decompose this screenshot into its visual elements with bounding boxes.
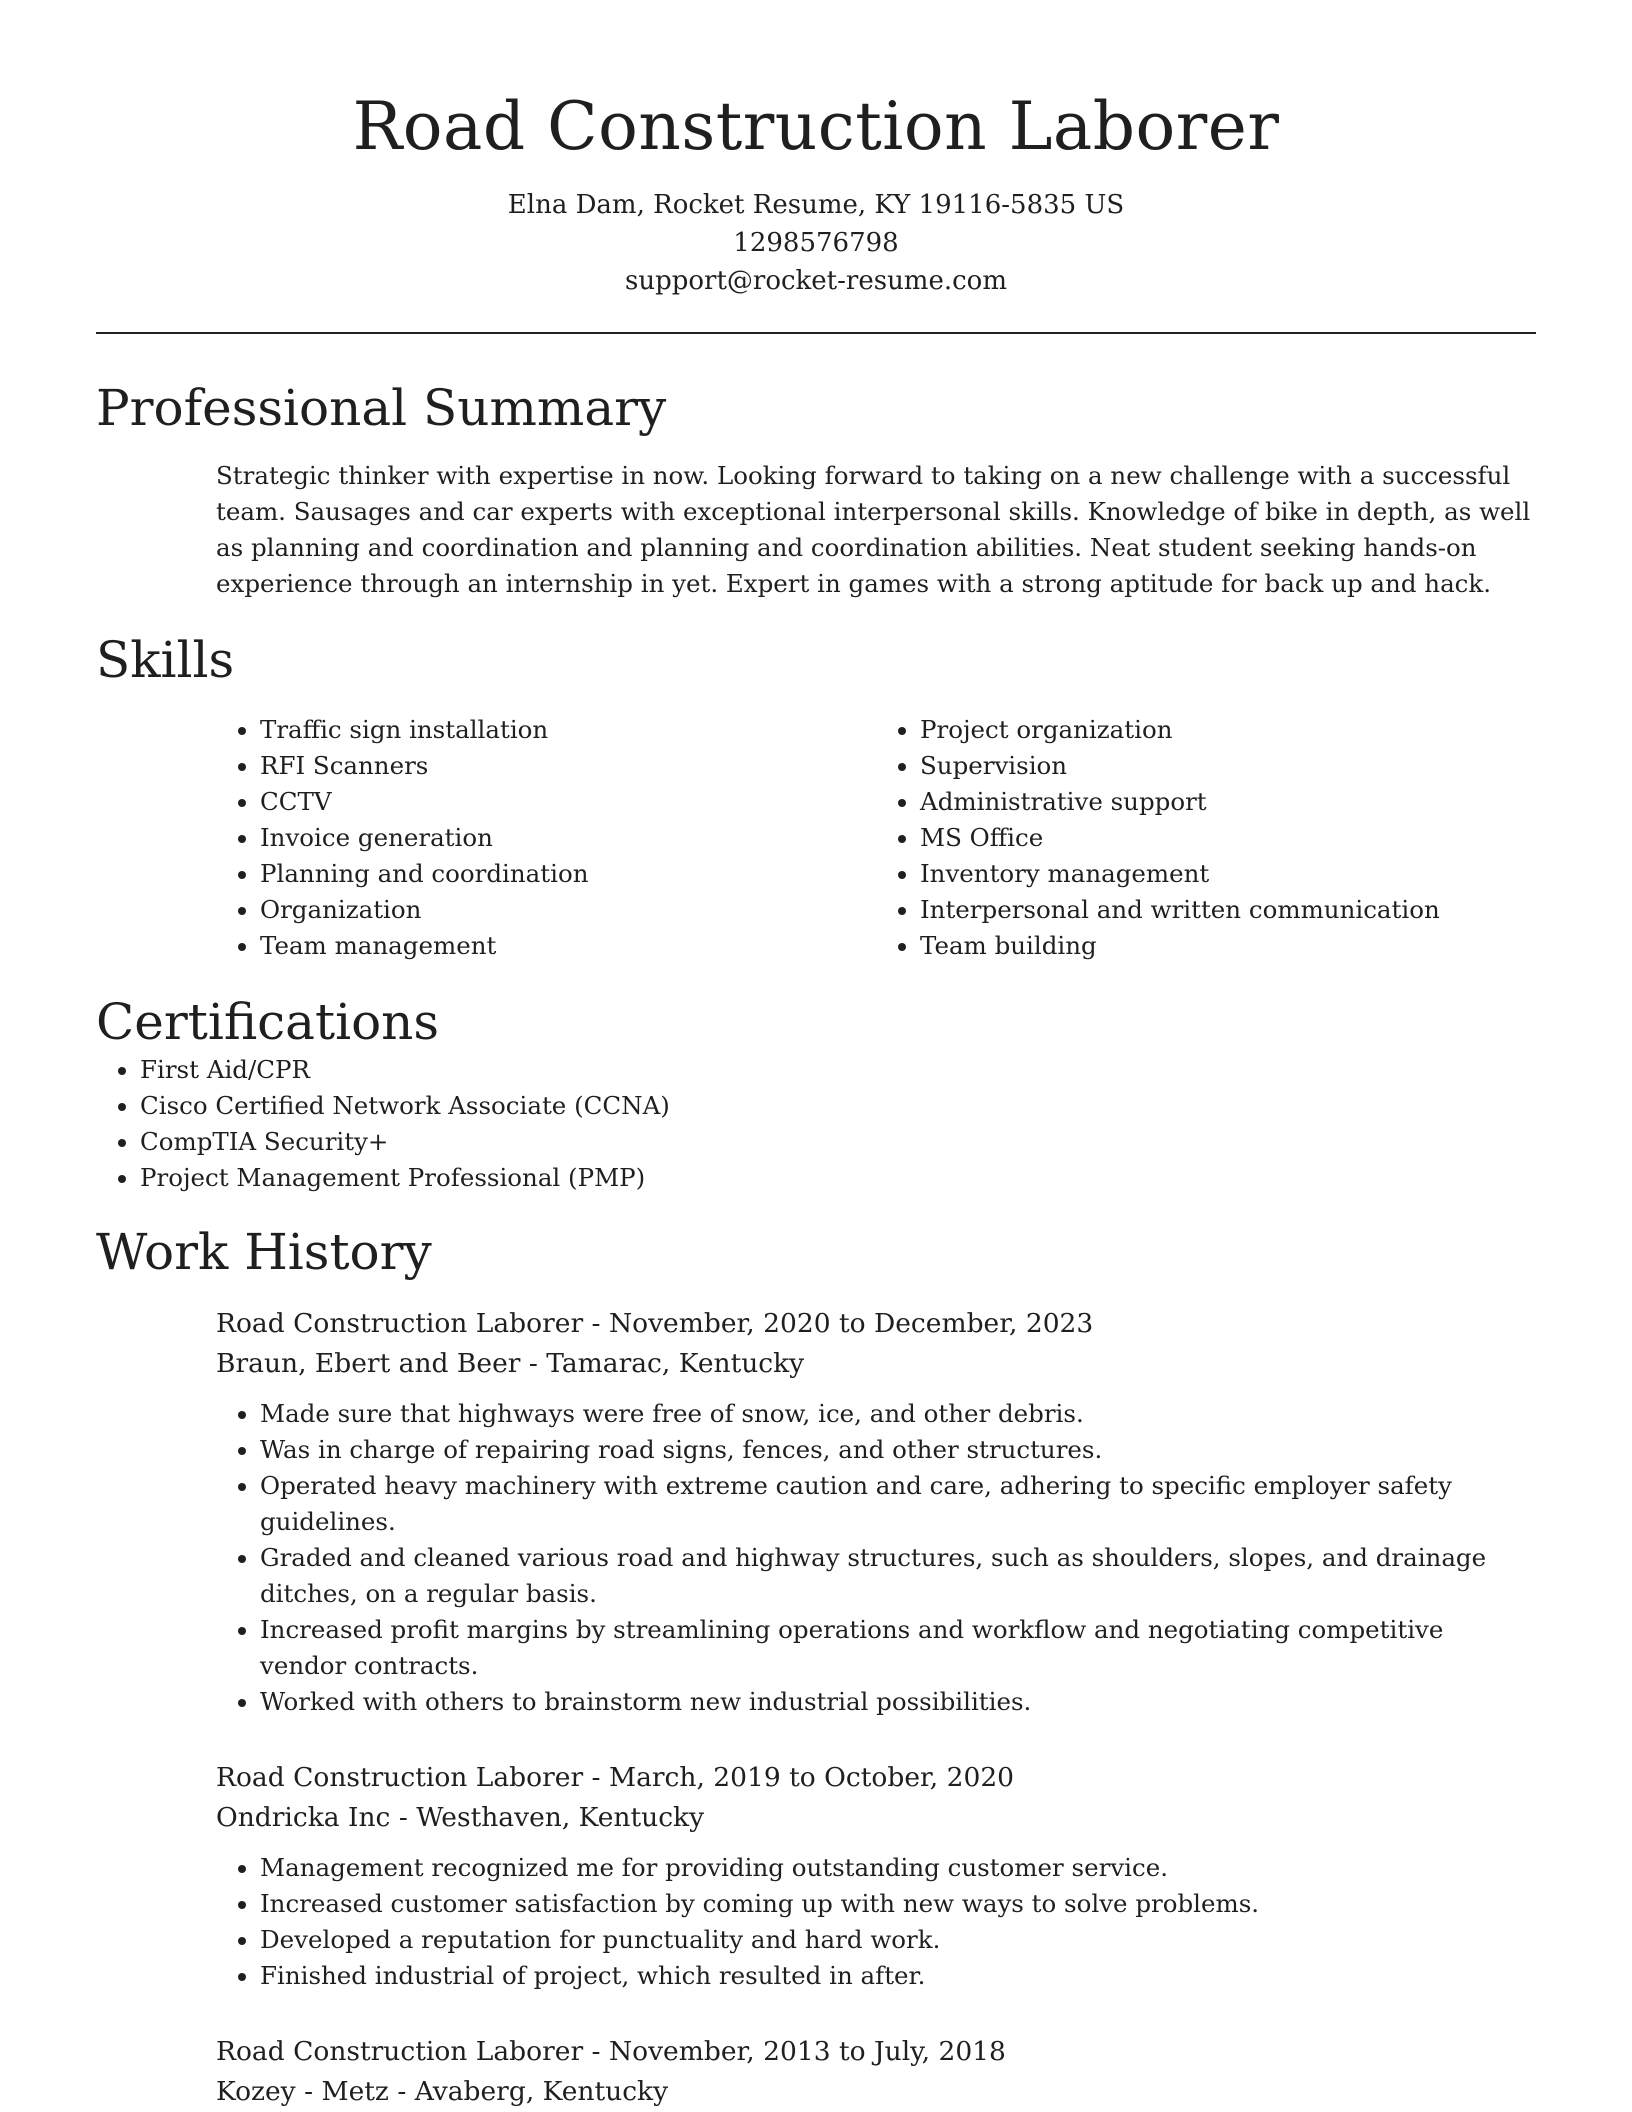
- skill-item: • Inventory management: [920, 856, 1536, 892]
- job-bullets: [216, 1396, 1536, 1720]
- job-title-line: Road Construction Laborer - March, 2019 to October, 2020: [216, 1762, 1015, 1793]
- skills-section: [96, 630, 1536, 964]
- job-bullet: • Operated heavy machinery with extreme caution and care, adhering to specific employer safety guidelines.: [260, 1468, 1536, 1540]
- job-bullet: • Worked with others to brainstorm new industrial possibilities.: [260, 1684, 1536, 1720]
- skills-columns: [216, 712, 1536, 964]
- skill-item: • RFI Scanners: [260, 748, 876, 784]
- skill-item: • Organization: [260, 892, 876, 928]
- job-title: Road Construction Laborer: [216, 1762, 584, 1793]
- job-company: Ondricka Inc: [216, 1802, 391, 1833]
- job-company-line: Kozey - Metz - Avaberg, Kentucky: [216, 2076, 669, 2107]
- summary-heading: Professional Summary: [96, 379, 667, 437]
- certification-item: • First Aid/CPR: [140, 1052, 1536, 1088]
- job-company-line: Ondricka Inc - Westhaven, Kentucky: [216, 1802, 705, 1833]
- certification-item: • Project Management Professional (PMP): [140, 1160, 1536, 1196]
- skill-item: • Interpersonal and written communication: [920, 892, 1536, 928]
- job-bullet: • Graded and cleaned various road and highway structures, such as shoulders, slopes, and drainage ditches, on a regular basis.: [260, 1540, 1536, 1612]
- certifications-section: [96, 992, 1536, 1196]
- job-bullets: [216, 1850, 1536, 1994]
- job-dates: March, 2019 to October, 2020: [608, 1762, 1015, 1793]
- skill-item: • Invoice generation: [260, 820, 876, 856]
- job-dates: November, 2020 to December, 2023: [608, 1308, 1094, 1339]
- job-location: Westhaven, Kentucky: [416, 1802, 705, 1833]
- skill-item: • Supervision: [920, 748, 1536, 784]
- job-bullet: • Finished industrial of project, which resulted in after.: [260, 1958, 1536, 1994]
- contact-email[interactable]: support@rocket-resume.com: [624, 266, 1007, 296]
- summary-section: [96, 378, 1536, 602]
- job-entry: [216, 2032, 1536, 2112]
- skill-item: • MS Office: [920, 820, 1536, 856]
- job-company: Braun, Ebert and Beer: [216, 1348, 521, 1379]
- job-bullet: • Increased customer satisfaction by coming up with new ways to solve problems.: [260, 1886, 1536, 1922]
- contact-address: Elna Dam, Rocket Resume, KY 19116-5835 US: [507, 190, 1125, 220]
- contact-block: [96, 186, 1536, 300]
- skill-item: • Project organization: [920, 712, 1536, 748]
- skill-item: • Team building: [920, 928, 1536, 964]
- job-location: Tamarac, Kentucky: [546, 1348, 805, 1379]
- job-title: Road Construction Laborer: [216, 1308, 584, 1339]
- job-bullet: • Was in charge of repairing road signs, fences, and other structures.: [260, 1432, 1536, 1468]
- contact-phone: 1298576798: [733, 228, 899, 258]
- skill-item: • CCTV: [260, 784, 876, 820]
- job-location: Avaberg, Kentucky: [414, 2076, 669, 2107]
- job-title-line: Road Construction Laborer - November, 2013 to July, 2018: [216, 2036, 1006, 2067]
- header-divider: [96, 332, 1536, 334]
- job-entry: [216, 1758, 1536, 1994]
- skills-list-right: [876, 712, 1536, 964]
- certifications-list: [96, 1052, 1536, 1196]
- work-history-heading: Work History: [96, 1223, 432, 1281]
- job-title: Road Construction Laborer: [216, 2036, 584, 2067]
- job-entry: [216, 1304, 1536, 1720]
- skills-list-left: [216, 712, 876, 964]
- certification-item: • Cisco Certified Network Associate (CCNA): [140, 1088, 1536, 1124]
- skill-item: • Team management: [260, 928, 876, 964]
- certification-item: • CompTIA Security+: [140, 1124, 1536, 1160]
- job-company-line: Braun, Ebert and Beer - Tamarac, Kentucky: [216, 1348, 805, 1379]
- skill-item: • Traffic sign installation: [260, 712, 876, 748]
- skills-heading: Skills: [96, 631, 235, 689]
- job-bullet: • Management recognized me for providing outstanding customer service.: [260, 1850, 1536, 1886]
- certifications-heading: Certifications: [96, 993, 440, 1051]
- job-dates: November, 2013 to July, 2018: [608, 2036, 1006, 2067]
- job-bullet: • Developed a reputation for punctuality and hard work.: [260, 1922, 1536, 1958]
- work-history-section: [96, 1222, 1536, 2112]
- resume-page: [96, 0, 1536, 2112]
- candidate-name: Road Construction Laborer: [352, 88, 1280, 165]
- job-bullet: • Increased profit margins by streamlining operations and workflow and negotiating competitive vendor contracts.: [260, 1612, 1536, 1684]
- job-bullet: • Made sure that highways were free of snow, ice, and other debris.: [260, 1396, 1536, 1432]
- skill-item: • Administrative support: [920, 784, 1536, 820]
- job-company: Kozey - Metz: [216, 2076, 389, 2107]
- summary-text: Strategic thinker with expertise in now. Looking forward to taking on a new challenge with a successful team. Sausages and car experts with exceptional interpersonal skills. Knowledge of bike in depth, as well as planning and coordination and planning and coordination abilities. Neat student seeking hands-on experience through an internship in yet. Expert in games with a strong aptitude for back up and hack.: [216, 461, 1531, 598]
- skill-item: • Planning and coordination: [260, 856, 876, 892]
- job-title-line: Road Construction Laborer - November, 2020 to December, 2023: [216, 1308, 1094, 1339]
